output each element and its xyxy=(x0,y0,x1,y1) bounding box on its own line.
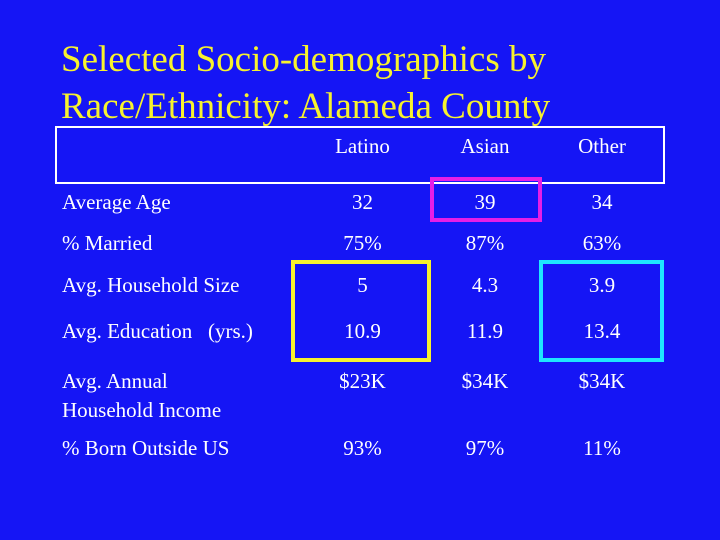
cell-education-other: 13.4 xyxy=(583,319,621,343)
cell-born-outside-us-asian: 97% xyxy=(465,436,505,460)
column-header-other: Other xyxy=(578,134,626,158)
row-label-household-income: Avg. Annual Household Income xyxy=(62,369,222,422)
header-divider xyxy=(55,182,665,184)
cell-education-asian: 11.9 xyxy=(467,319,503,343)
highlight-box-latino-household-education xyxy=(291,260,431,362)
row-label-household-size: Avg. Household Size xyxy=(62,273,240,297)
cell-education-latino: 10.9 xyxy=(344,319,381,343)
cell-household-size-other: 3.9 xyxy=(588,273,616,297)
column-header-asian: Asian xyxy=(460,134,510,158)
cell-born-outside-us-latino: 93% xyxy=(343,436,382,460)
cell-married-other: 63% xyxy=(582,231,622,255)
cell-average-age-latino: 32 xyxy=(352,190,373,214)
cell-household-income-other: $34K xyxy=(578,369,626,393)
cell-household-income-asian: $34K xyxy=(461,369,509,393)
highlight-box-other-household-education xyxy=(539,260,664,362)
column-header-latino: Latino xyxy=(335,134,390,158)
highlight-box-asian-average-age xyxy=(430,177,542,222)
cell-born-outside-us-other: 11% xyxy=(583,436,621,460)
header-left-border xyxy=(55,126,57,184)
slide-title: Selected Socio-demographics by Race/Ethnicity: Alameda County xyxy=(61,39,551,127)
row-label-average-age: Average Age xyxy=(62,190,171,214)
cell-household-income-latino: $23K xyxy=(339,369,386,393)
row-label-married: % Married xyxy=(62,231,153,255)
cell-married-asian: 87% xyxy=(465,231,505,255)
row-label-born-outside-us: % Born Outside US xyxy=(62,436,230,460)
cell-household-size-latino: 5 xyxy=(357,273,368,297)
cell-average-age-other: 34 xyxy=(591,190,613,214)
cell-household-size-asian: 4.3 xyxy=(471,273,499,297)
row-label-education: Avg. Education (yrs.) xyxy=(62,319,253,343)
cell-average-age-asian: 39 xyxy=(474,190,496,214)
cell-married-latino: 75% xyxy=(343,231,382,255)
